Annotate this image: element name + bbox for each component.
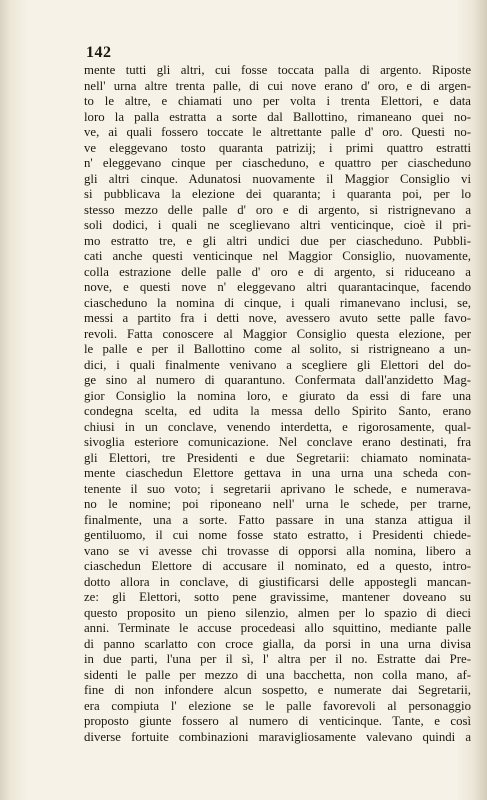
text-line: diverse fortuite combinazioni maravigliosamente valevano quindi a: [84, 729, 471, 744]
text-line: mo estratto tre, e gli altri undici due per ciascheduno. Pubbli-: [84, 233, 471, 248]
text-line: vano se vi avesse chi trovasse di opporsi alla nomina, libero a: [84, 543, 471, 558]
text-line: chiusi in un conclave, venendo interdetta, e rigorosamente, qual-: [84, 419, 471, 434]
text-line: dici, i quali finalmente venivano a scegliere gli Elettori del do-: [84, 357, 471, 372]
text-line: dotto allora in conclave, di giustificarsi delle appostegli mancan-: [84, 574, 471, 589]
text-line: gli Elettori, tre Presidenti e due Segretarii: chiamato nominata-: [84, 450, 471, 465]
page-number: 142: [86, 44, 112, 61]
text-line: sidenti le palle per mezzo di una bacchetta, non colla mano, af-: [84, 667, 471, 682]
text-line: no le nomine; poi riponeano nell' urna le schede, per trarne,: [84, 497, 471, 511]
text-line: ve eleggevano tosto quaranta patrizij; i primi quattro estratti: [84, 140, 471, 155]
text-line: anni. Terminate le accuse procedeasi allo squittino, mediante palle: [84, 621, 471, 635]
text-line: si pubblicava la elezione dei quaranta; i quaranta poi, per lo: [84, 187, 471, 201]
text-line: gentiluomo, il cui nome fosse stato estratto, i Presidenti chiede-: [84, 528, 471, 542]
text-line: ve, ai quali fossero toccate le altrettante palle d' oro. Questi no-: [84, 125, 471, 139]
text-line: ciaschedun Elettore di accusare il nominato, ed a questo, intro-: [84, 559, 471, 573]
text-line: gior Consiglio la nomina loro, e giurato da essi di fare una: [84, 388, 471, 403]
text-line: di panno scarlatto con croce gialla, da porsi in una urna divisa: [84, 636, 471, 651]
text-line: sivoglia esteriore comunicazione. Nel conclave erano destinati, fra: [84, 435, 471, 449]
text-line: n' eleggevano cinque per ciascheduno, e quattro per ciascheduno: [84, 156, 471, 170]
text-line: tenente il suo voto; i segretarii aprivano le schede, e numerava-: [84, 481, 471, 496]
text-line: proposto giunte fossero al numero di venticinque. Tante, e così: [84, 714, 471, 728]
text-line: messi a partito fra i detti nove, avessero avuto sette palle favo-: [84, 311, 471, 325]
body-text: [84, 63, 471, 745]
text-line: ze: gli Elettori, sotto pene gravissime, mantener doveano su: [84, 590, 471, 604]
text-line: le palle e per il Ballottino come al solito, si ristrigneano a un-: [84, 342, 471, 356]
text-line: stesso mezzo delle palle d' oro e di argento, si ristrignevano a: [84, 202, 471, 217]
text-line: questo proposito un pieno silenzio, almen per lo spazio di dieci: [84, 605, 471, 620]
text-line: gli altri cinque. Adunatosi nuovamente il Maggior Consiglio vi: [84, 171, 471, 186]
text-line: mente tutti gli altri, cui fosse toccata palla di argento. Riposte: [84, 63, 471, 77]
text-line: nove, e questi nove n' eleggevano altri quarantacinque, facendo: [84, 280, 471, 294]
text-line: condegna scelta, ed udita la messa dello Spirito Santo, erano: [84, 404, 471, 418]
text-line: cati anche questi venticinque nel Maggior Consiglio, nuovamente,: [84, 249, 471, 263]
text-line: loro la palla estratta a sorte dal Ballottino, rimaneano quei no-: [84, 109, 471, 124]
text-line: soli dodici, i quali ne sceglievano altri venticinque, cioè il pri-: [84, 218, 471, 232]
text-line: era compiuta l' elezione se le palle favorevoli al personaggio: [84, 698, 471, 713]
text-line: nell' urna altre trenta palle, di cui nove erano d' oro, e di argen-: [84, 78, 471, 93]
text-line: ge sino al numero di quarantuno. Confermata dall'anzidetto Mag-: [84, 373, 471, 387]
text-line: to le altre, e chiamati uno per volta i trenta Elettori, e data: [84, 94, 471, 108]
text-line: colla estrazione delle palle d' oro e di argento, si riduceano a: [84, 264, 471, 279]
text-line: finalmente, una a sorte. Fatto passare in una stanza attigua il: [84, 512, 471, 527]
text-line: fine di non infondere alcun sospetto, e numerate dai Segretarii,: [84, 683, 471, 697]
text-line: ciascheduno la nomina di cinque, i quali rimanevano inclusi, se,: [84, 295, 471, 310]
text-line: in due parti, l'una per il sì, l' altra per il no. Estratte dai Pre-: [84, 652, 471, 666]
text-line: mente ciaschedun Elettore gettava in una urna una scheda con-: [84, 466, 471, 480]
text-line: revoli. Fatta conoscere al Maggior Consiglio questa elezione, per: [84, 326, 471, 341]
